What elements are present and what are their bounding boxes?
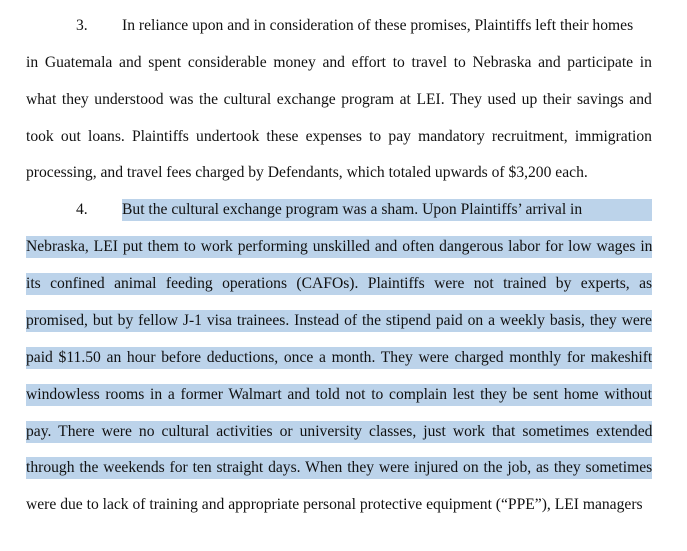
paragraph-4-line-2-text: Nebraska, LEI put them to work performing unskilled and often dangerous labor for low wages in <box>26 238 653 255</box>
paragraph-3-line-4 <box>26 126 652 148</box>
paragraph-4-line-7-text: pay. There were no cultural activities or university classes, just work that sometimes extended <box>26 423 653 440</box>
paragraph-4-first-line-text: But the cultural exchange program was a sham. Upon Plaintiffs’ arrival in <box>122 199 652 221</box>
paragraph-4-line-3-text: its confined animal feeding operations (CAFOs). Plaintiffs were not trained by experts, as <box>26 275 653 292</box>
paragraph-4-line-5 <box>26 347 652 369</box>
paragraph-3-line-5-text: processing, and travel fees charged by Defendants, which totaled upwards of $3,200 each. <box>26 164 588 181</box>
paragraph-3-line-5 <box>26 162 652 184</box>
paragraph-4-line-4 <box>26 310 652 332</box>
paragraph-4-line-5-text: paid $11.50 an hour before deductions, once a month. They were charged monthly for makeshift <box>26 349 653 366</box>
paragraph-4-line-6 <box>26 384 652 406</box>
paragraph-4-line-2 <box>26 236 652 258</box>
paragraph-4-line-8-text: through the weekends for ten straight days. When they were injured on the job, as they sometimes <box>26 457 652 479</box>
paragraph-3-line-2 <box>26 52 652 74</box>
paragraph-4-number: 4. <box>76 201 88 218</box>
paragraph-3-line-2-text: in Guatemala and spent considerable money and effort to travel to Nebraska and participate in <box>26 54 652 71</box>
paragraph-3-number: 3. <box>76 17 88 34</box>
paragraph-4-line-9 <box>26 494 652 516</box>
paragraph-4-line-8 <box>26 457 652 479</box>
paragraph-3-line-1 <box>26 15 652 37</box>
paragraph-3-first-line-text: In reliance upon and in consideration of these promises, Plaintiffs left their homes <box>122 17 634 34</box>
paragraph-3-line-3-text: what they understood was the cultural exchange program at LEI. They used up their savings and <box>26 91 652 108</box>
paragraph-3-line-4-text: took out loans. Plaintiffs undertook these expenses to pay mandatory recruitment, immigration <box>26 128 652 145</box>
paragraph-4-line-1 <box>26 199 652 221</box>
paragraph-4-line-6-text: windowless rooms in a former Walmart and told not to complain lest they be sent home without <box>26 386 652 403</box>
paragraph-4-line-9-text: were due to lack of training and appropriate personal protective equipment (“PPE”), LEI managers <box>26 496 643 513</box>
paragraph-3-line-3 <box>26 89 652 111</box>
paragraph-4-line-3 <box>26 273 652 295</box>
paragraph-4-line-7 <box>26 421 652 443</box>
paragraph-4-line-4-text: promised, but by fellow J-1 visa trainees. Instead of the stipend paid on a weekly basis, they were <box>26 312 652 329</box>
